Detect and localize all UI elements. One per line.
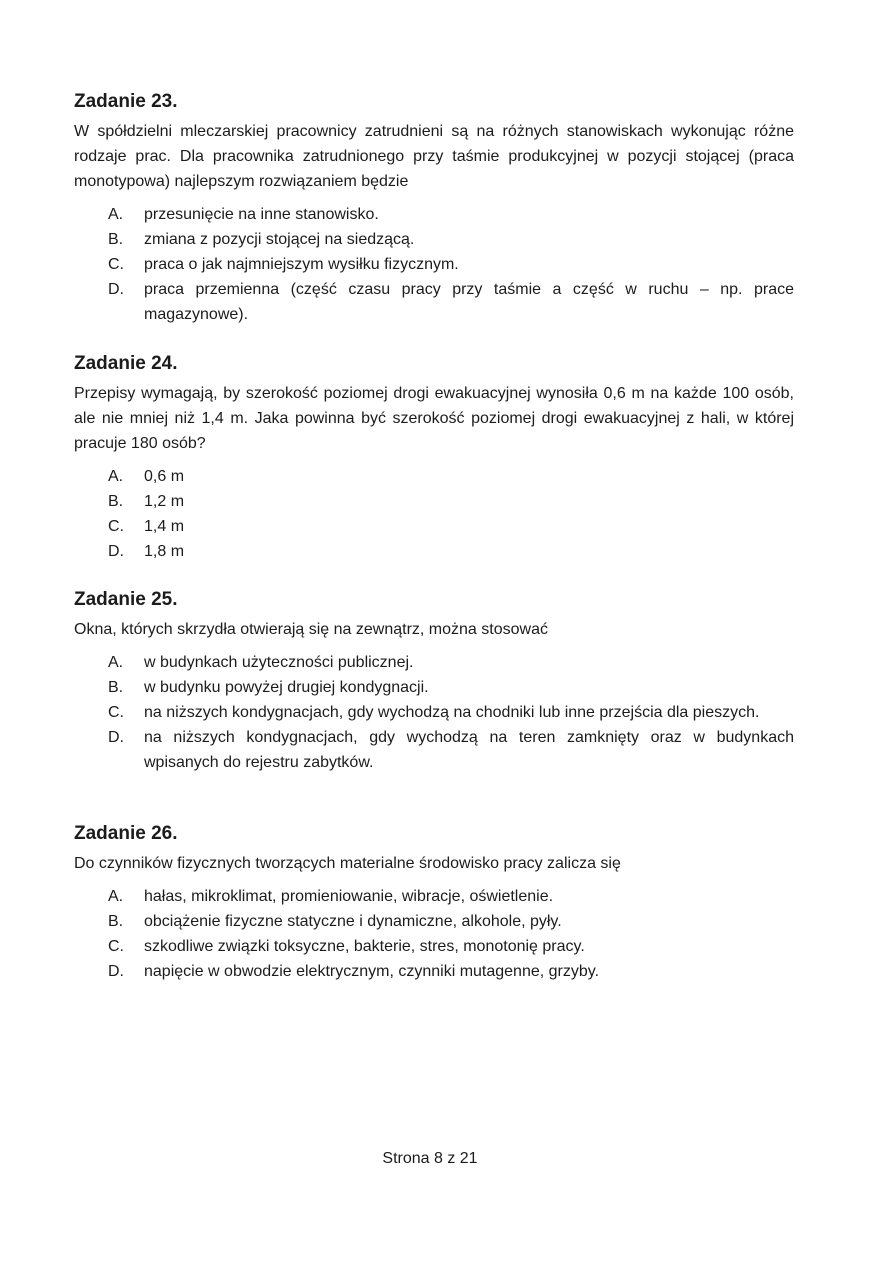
answer-letter: B. [108, 493, 124, 510]
task-24 [74, 352, 794, 564]
answer-letter: C. [108, 938, 124, 955]
answer-letter: A. [108, 654, 124, 671]
answer-text: w budynkach użyteczności publicznej. [144, 654, 414, 671]
answer-option [74, 675, 794, 700]
answer-option [74, 959, 794, 984]
page-number: Strona 8 z 21 [382, 1150, 478, 1167]
answer-option [74, 700, 794, 725]
answer-letter: A. [108, 206, 124, 223]
task-question: Do czynników fizycznych tworzących materialne środowisko pracy zalicza się [74, 855, 621, 872]
answer-list [74, 202, 794, 327]
answer-letter: C. [108, 256, 124, 273]
answer-letter: B. [108, 231, 124, 248]
answer-letter: D. [108, 543, 124, 560]
answer-text: napięcie w obwodzie elektrycznym, czynniki mutagenne, grzyby. [144, 963, 600, 980]
task-23 [74, 90, 794, 327]
answer-letter: D. [108, 281, 124, 298]
answer-letter: D. [108, 963, 124, 980]
answer-text: na niższych kondygnacjach, gdy wychodzą na teren zamknięty oraz w budynkach wpisanych do rejestru zabytków. [144, 729, 794, 771]
answer-text: 0,6 m [144, 468, 185, 485]
answer-option [74, 252, 794, 277]
answer-text: w budynku powyżej drugiej kondygnacji. [144, 679, 429, 696]
task-26 [74, 822, 794, 984]
answer-option [74, 514, 794, 539]
answer-text: 1,8 m [144, 543, 185, 560]
answer-option [74, 884, 794, 909]
answer-text: praca przemienna (część czasu pracy przy taśmie a część w ruchu – np. prace magazynowe). [144, 281, 794, 323]
answer-option [74, 909, 794, 934]
answer-text: hałas, mikroklimat, promieniowanie, wibracje, oświetlenie. [144, 888, 554, 905]
answer-letter: A. [108, 888, 124, 905]
answer-text: 1,2 m [144, 493, 185, 510]
task-title: Zadanie 26. [74, 823, 178, 844]
answer-option [74, 489, 794, 514]
task-question: Okna, których skrzydła otwierają się na zewnątrz, można stosować [74, 621, 548, 638]
answer-list [74, 464, 794, 564]
answer-text: praca o jak najmniejszym wysiłku fizycznym. [144, 256, 459, 273]
answer-option [74, 464, 794, 489]
answer-text: obciążenie fizyczne statyczne i dynamiczne, alkohole, pyły. [144, 913, 562, 930]
answer-option [74, 202, 794, 227]
answer-text: przesunięcie na inne stanowisko. [144, 206, 379, 223]
task-title: Zadanie 23. [74, 91, 178, 112]
answer-option [74, 934, 794, 959]
answer-letter: B. [108, 679, 124, 696]
answer-option [74, 277, 794, 327]
answer-letter: B. [108, 913, 124, 930]
answer-option [74, 725, 794, 775]
answer-option [74, 227, 794, 252]
answer-text: zmiana z pozycji stojącej na siedzącą. [144, 231, 415, 248]
answer-letter: A. [108, 468, 124, 485]
answer-letter: C. [108, 704, 124, 721]
answer-list [74, 884, 794, 984]
answer-text: na niższych kondygnacjach, gdy wychodzą na chodniki lub inne przejścia dla pieszych. [144, 704, 760, 721]
answer-text: 1,4 m [144, 518, 185, 535]
task-question: Przepisy wymagają, by szerokość poziomej drogi ewakuacyjnej wynosiła 0,6 m na każde 100 osób, ale nie mniej niż 1,4 m. Jaka powinna być szerokość poziomej drogi ewakuacyjnej z hali, w której pracuje 180 osób? [74, 385, 794, 452]
answer-letter: C. [108, 518, 124, 535]
answer-option [74, 539, 794, 564]
answer-text: szkodliwe związki toksyczne, bakterie, stres, monotonię pracy. [144, 938, 585, 955]
task-question: W spółdzielni mleczarskiej pracownicy zatrudnieni są na różnych stanowiskach wykonując różne rodzaje prac. Dla pracownika zatrudnionego przy taśmie produkcyjnej w pozycji stojącej (praca monotypowa) najlepszym rozwiązaniem będzie [74, 123, 794, 190]
answer-letter: D. [108, 729, 124, 746]
answer-option [74, 650, 794, 675]
task-25 [74, 588, 794, 775]
task-title: Zadanie 25. [74, 589, 178, 610]
task-title: Zadanie 24. [74, 353, 178, 374]
answer-list [74, 650, 794, 775]
